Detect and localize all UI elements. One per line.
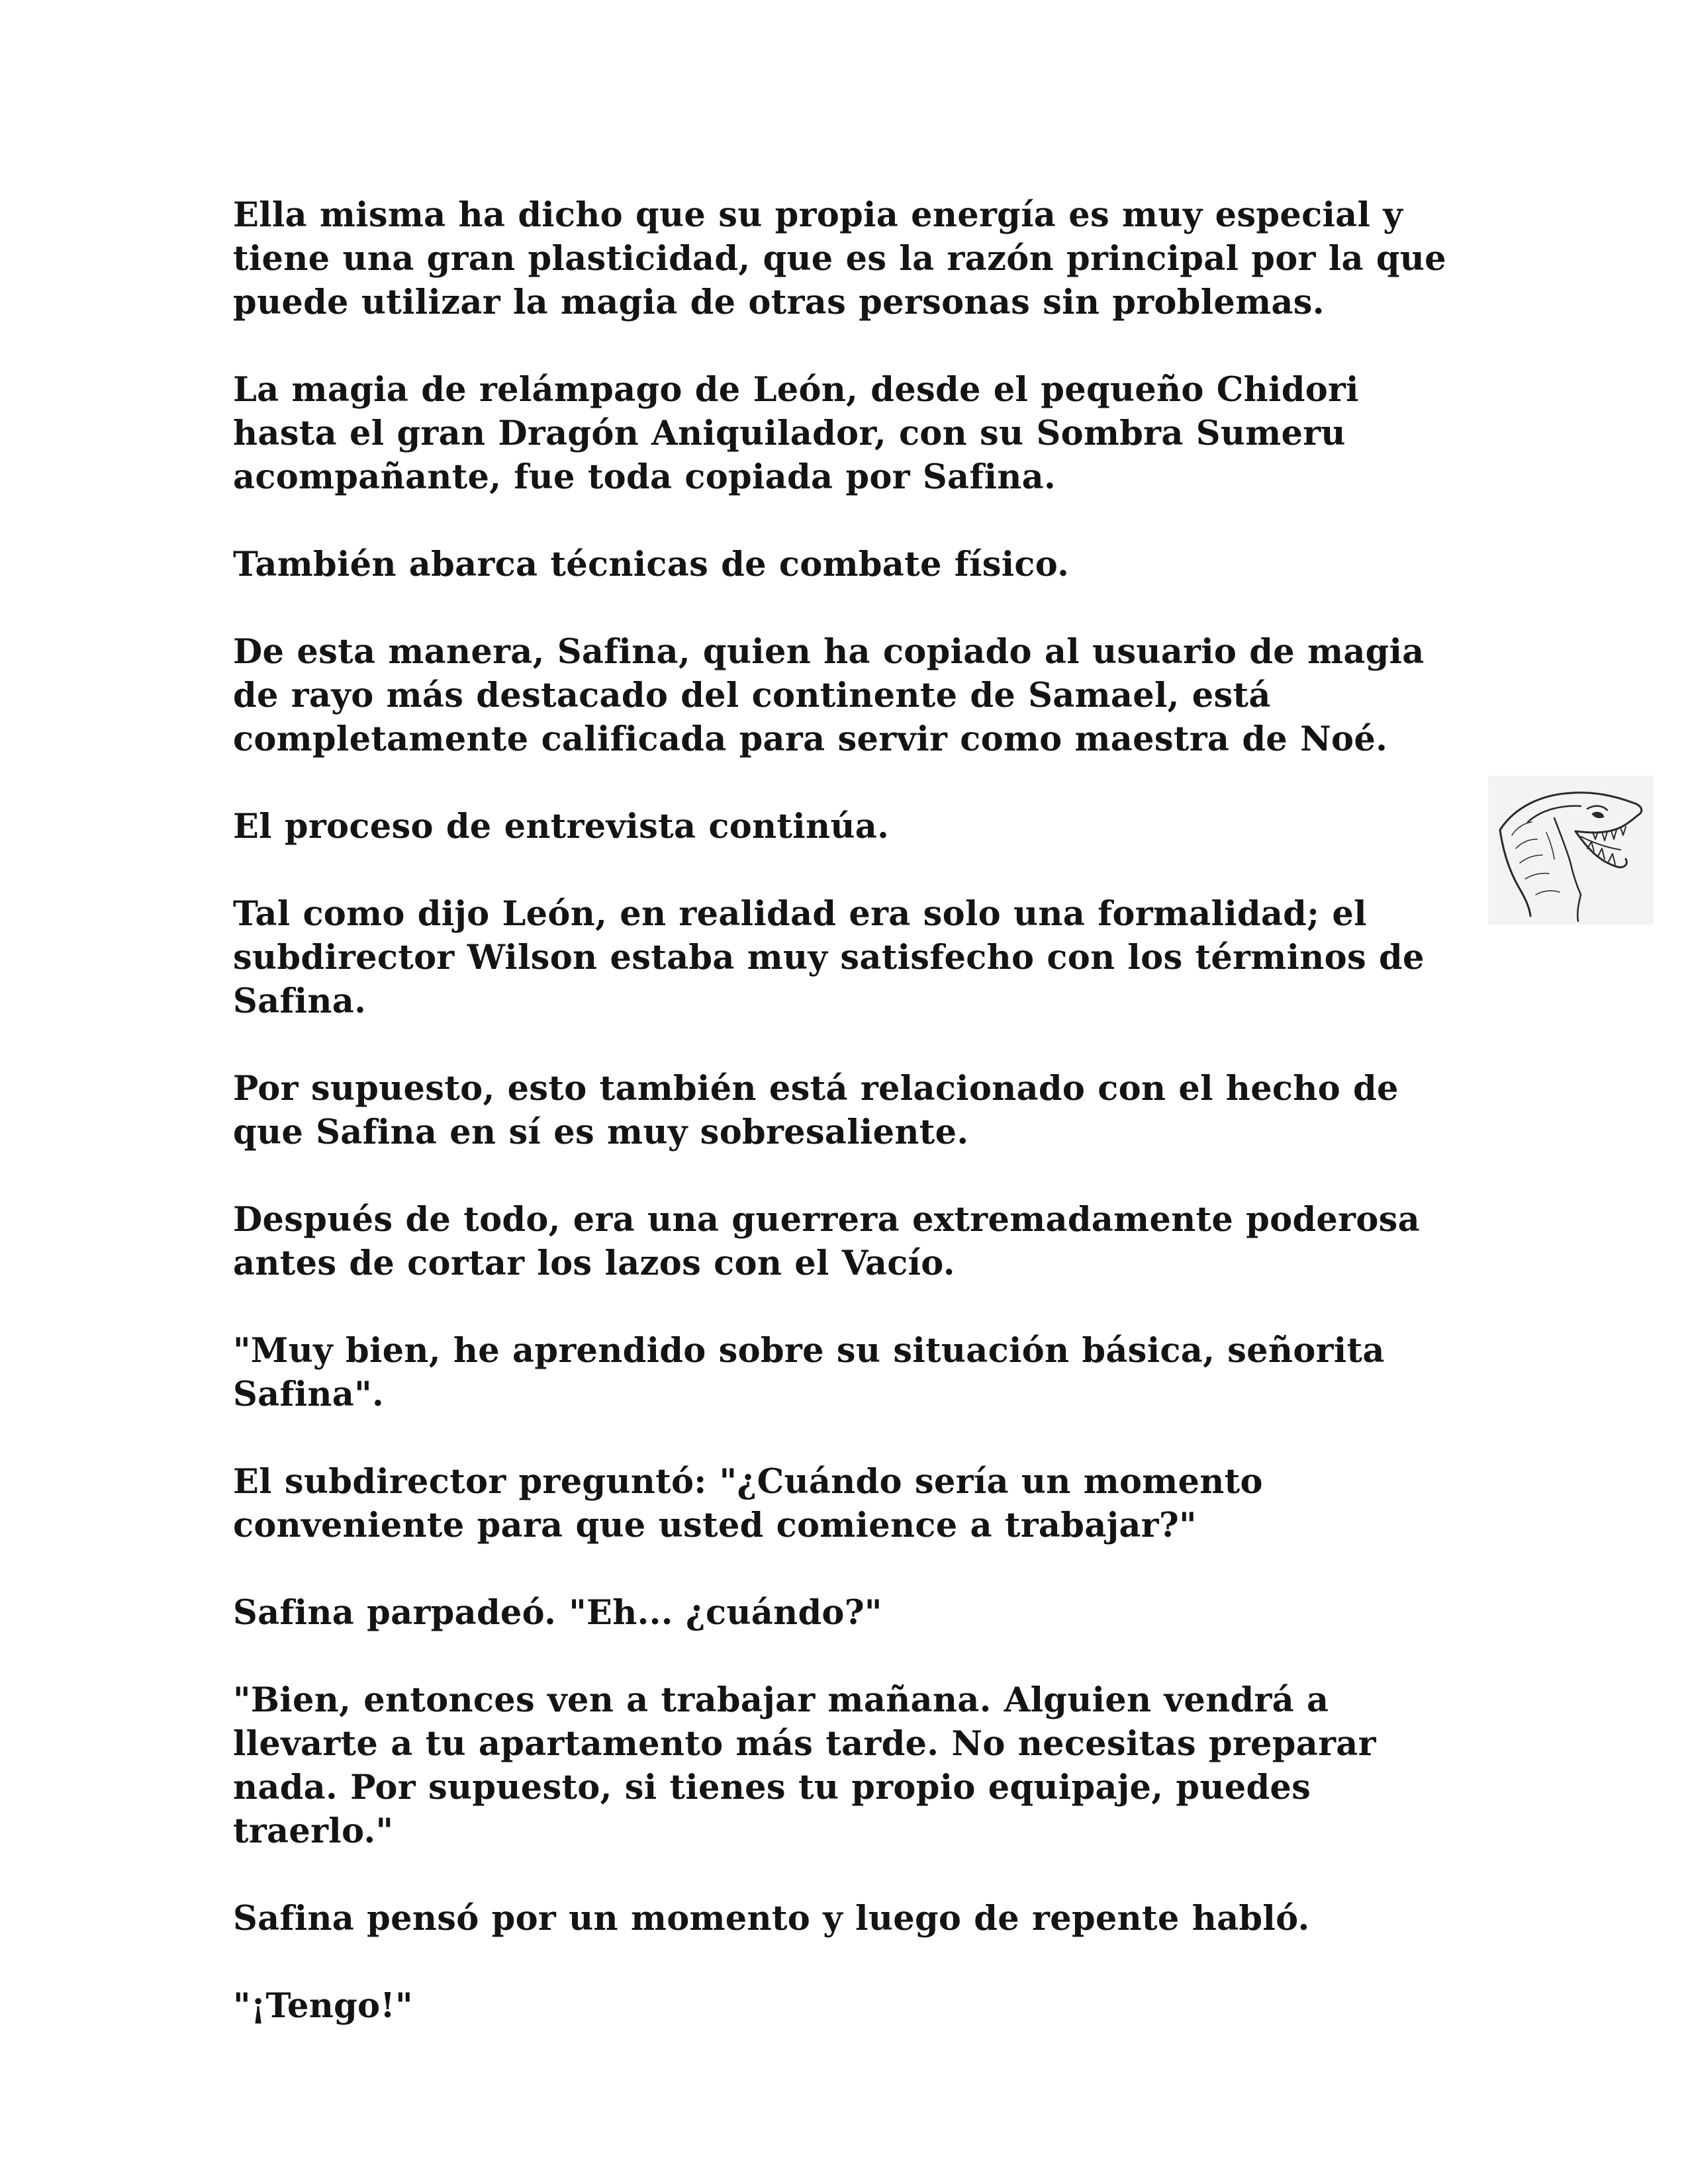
- paragraph-11: Safina parpadeó. "Eh... ¿cuándo?": [233, 1593, 882, 1633]
- paragraph-4: De esta manera, Safina, quien ha copiado al usuario de magia de rayo más destacado del continente de Samael, está completamente calificada para servir como maestra de Noé.: [233, 632, 1425, 759]
- paragraph-8: Después de todo, era una guerrera extremadamente poderosa antes de cortar los lazos con el Vacío.: [233, 1200, 1421, 1283]
- paragraph-9: "Muy bien, he aprendido sobre su situación básica, señorita Safina".: [233, 1331, 1385, 1414]
- paragraph-6: Tal como dijo León, en realidad era solo una formalidad; el subdirector Wilson estaba muy satisfecho con los términos de Safina.: [233, 894, 1425, 1021]
- paragraph-3: También abarca técnicas de combate físico.: [233, 545, 1070, 584]
- paragraph-2: La magia de relámpago de León, desde el pequeño Chidori hasta el gran Dragón Aniquilador, con su Sombra Sumeru acompañante, fue toda copiada por Safina.: [233, 370, 1359, 497]
- paragraph-10: El subdirector preguntó: "¿Cuándo sería un momento conveniente para que usted comience a trabajar?": [233, 1462, 1263, 1545]
- paragraph-12: "Bien, entonces ven a trabajar mañana. Alguien vendrá a llevarte a tu apartamento más tarde. No necesitas preparar nada. Por supuesto, si tienes tu propio equipaje, puedes traerlo.": [233, 1680, 1376, 1851]
- paragraph-13: Safina pensó por un momento y luego de repente habló.: [233, 1899, 1310, 1938]
- paragraph-14: "¡Tengo!": [233, 1986, 413, 2026]
- paragraph-7: Por supuesto, esto también está relacionado con el hecho de que Safina en sí es muy sobresaliente.: [233, 1069, 1399, 1152]
- body-text: [233, 193, 1530, 2071]
- paragraph-1: Ella misma ha dicho que su propia energía es muy especial y tiene una gran plasticidad, que es la razón principal por la que puede utilizar la magia de otras personas sin problemas.: [233, 195, 1446, 322]
- dinosaur-sketch-icon: [1488, 776, 1654, 925]
- paragraph-5: El proceso de entrevista continúa.: [233, 807, 890, 846]
